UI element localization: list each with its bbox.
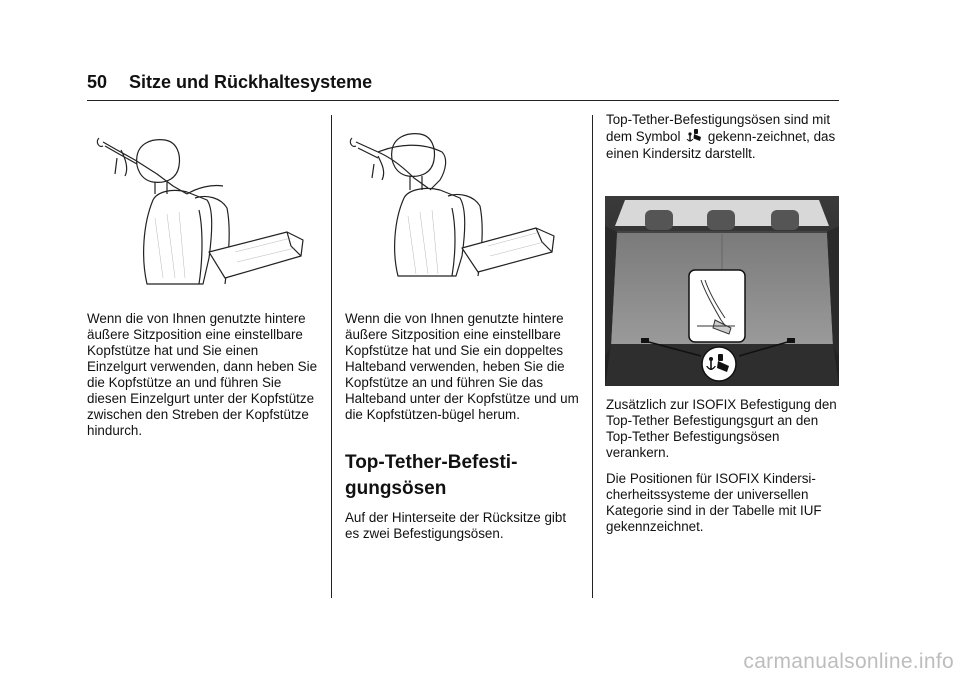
section-heading-line1: Top-Tether-Befesti- xyxy=(345,452,518,473)
watermark: carmanualsonline.info xyxy=(743,650,954,673)
section-heading-line2: gungsösen xyxy=(345,478,447,499)
col3-paragraph2: Zusätzlich zur ISOFIX Befestigung den Top-Tether Befestigungsgurt an den Top-Tether Befestigungsösen verankern. xyxy=(606,397,837,460)
chapter-title: Sitze und Rückhaltesysteme xyxy=(129,72,373,92)
seat-single-tether-illustration xyxy=(95,128,325,286)
page-header xyxy=(87,72,372,93)
col1-paragraph: Wenn die von Ihnen genutzte hintere äußere Sitzposition eine einstellbare Kopfstütze hat und Sie einen Einzelgurt verwenden, dann heben Sie die Kopfstütze an und führen Sie diesen Einzelgurt unter der Kopfstütze zwischen den Streben der Kopfstütze hindurch. xyxy=(87,311,318,438)
column-2-lower xyxy=(345,510,580,552)
column-divider-1 xyxy=(331,115,332,598)
col3-intro-part1: Top-Tether-Befestigungsösen sind mit dem Symbol xyxy=(606,112,831,144)
child-seat-anchor-icon xyxy=(686,128,702,144)
seat-double-tether-illustration xyxy=(348,128,573,278)
header-rule xyxy=(87,100,839,101)
col2-paragraph: Wenn die von Ihnen genutzte hintere äußere Sitzposition eine einstellbare Kopfstütze hat und Sie ein doppeltes Halteband verwenden, heben Sie die Kopfstütze an und führen Sie das Halteband unter der Kopfstütze und um die Kopfstützen-bügel herum. xyxy=(345,311,579,422)
col3-intro-part2: gekenn-zeichnet, das einen Kindersitz darstellt. xyxy=(606,129,836,161)
column-1 xyxy=(87,311,319,449)
column-3-bottom xyxy=(606,397,838,545)
col2-paragraph2: Auf der Hinterseite der Rücksitze gibt es zwei Befestigungsösen. xyxy=(345,510,567,541)
col3-paragraph3: Die Positionen für ISOFIX Kindersi-cherheitssysteme der universellen Kategorie sind in der Tabelle mit IUF gekennzeichnet. xyxy=(606,471,822,534)
section-heading xyxy=(345,450,517,502)
cargo-anchor-photo xyxy=(605,196,839,386)
page-number: 50 xyxy=(87,72,108,92)
column-2 xyxy=(345,311,580,433)
column-divider-2 xyxy=(592,115,593,598)
column-3-top xyxy=(606,111,838,172)
